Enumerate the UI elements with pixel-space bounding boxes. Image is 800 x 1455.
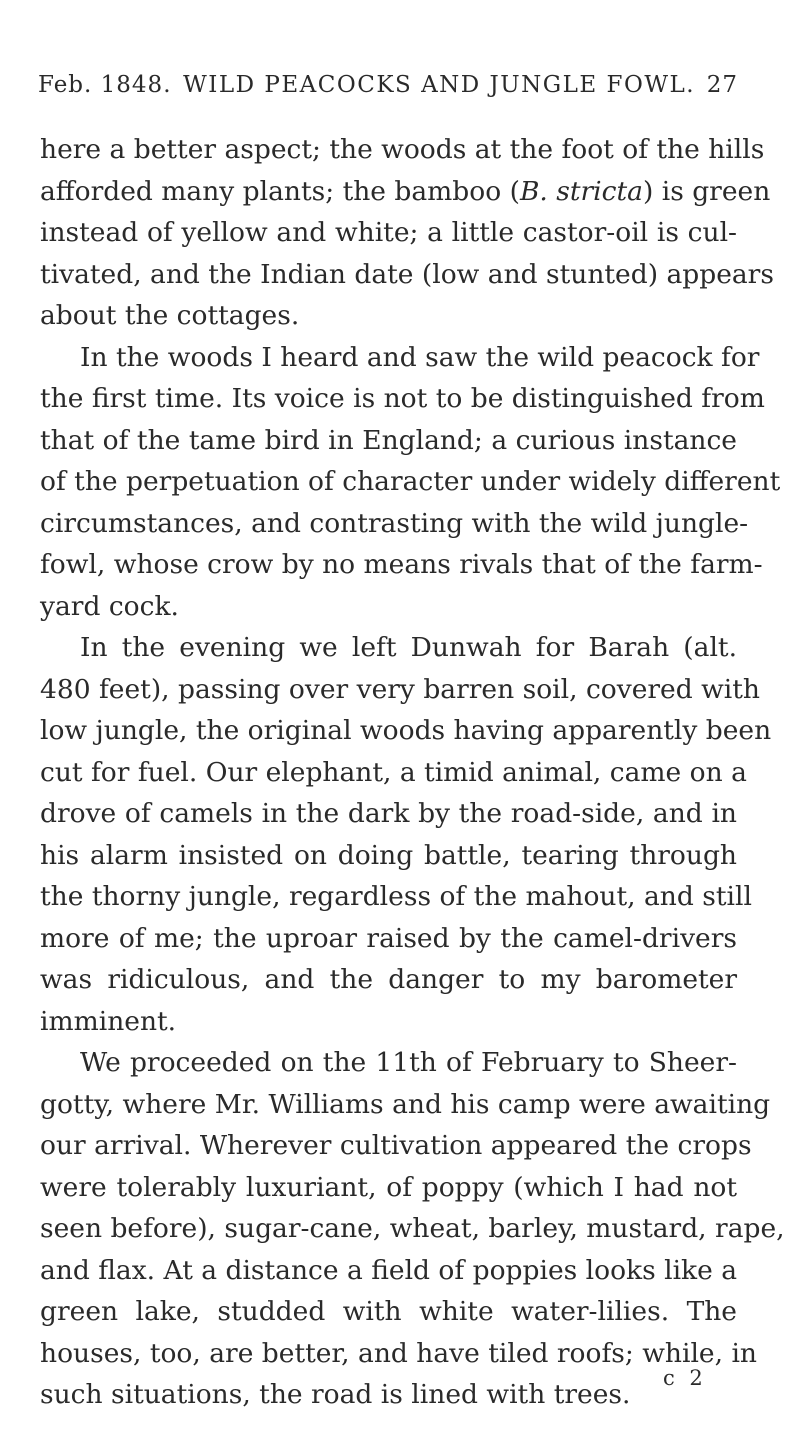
- text-line: about the cottages.: [40, 300, 300, 331]
- text-line: afforded many plants; the bamboo (B. stricta) is green: [40, 175, 771, 207]
- text-line: was ridiculous, and the danger to my barometer: [40, 964, 737, 995]
- text-line: green lake, studded with white water-lilies. The: [40, 1296, 737, 1327]
- text-line: imminent.: [40, 1005, 177, 1037]
- text-line: that of the tame bird in England; a curious instance: [40, 424, 737, 456]
- text-line: tivated, and the Indian date (low and stunted) appears: [40, 258, 774, 290]
- text-line: houses, too, are better, and have tiled roofs; while, in: [40, 1337, 758, 1369]
- text-line: were tolerably luxuriant, of poppy (which I had not: [40, 1171, 737, 1203]
- text-line: yard cock.: [40, 590, 179, 622]
- text-line: cut for fuel. Our elephant, a timid animal, came on a: [40, 756, 747, 788]
- text-line: instead of yellow and white; a little castor-oil is cul-: [40, 217, 737, 248]
- text-line: his alarm insisted on doing battle, tearing through: [40, 839, 737, 871]
- text-line: In the woods I heard and saw the wild peacock for: [80, 341, 760, 373]
- text-line: low jungle, the original woods having apparently been: [40, 715, 772, 746]
- text-line: more of me; the uproar raised by the camel-drivers: [40, 922, 737, 954]
- text-line: We proceeded on the 11th of February to Sheer-: [80, 1047, 737, 1078]
- header-title: WILD PEACOCKS AND JUNGLE FOWL.: [183, 72, 696, 98]
- text-line: and flax. At a distance a field of poppies looks like a: [40, 1254, 738, 1286]
- text-line: 480 feet), passing over very barren soil, covered with: [40, 673, 761, 705]
- text-line: the thorny jungle, regardless of the mahout, and still: [40, 881, 752, 912]
- signature-mark: c 2: [663, 1366, 707, 1390]
- species-name: B. stricta: [519, 175, 643, 207]
- header-date: Feb. 1848.: [38, 72, 172, 98]
- text-line: here a better aspect; the woods at the foot of the hills: [40, 134, 765, 165]
- text-line: fowl, whose crow by no means rivals that of the farm-: [40, 549, 763, 580]
- body-text: [40, 129, 785, 1416]
- text-line: circumstances, and contrasting with the wild jungle-: [40, 507, 749, 539]
- text-line: the first time. Its voice is not to be distinguished from: [40, 383, 765, 414]
- text-line: such situations, the road is lined with trees.: [40, 1379, 631, 1410]
- text-line: drove of camels in the dark by the road-side, and in: [40, 798, 737, 829]
- text-line: In the evening we left Dunwah for Barah (alt.: [80, 632, 737, 663]
- page-number: 27: [706, 72, 738, 98]
- text-line: seen before), sugar-cane, wheat, barley, mustard, rape,: [40, 1213, 785, 1244]
- running-header: [38, 72, 738, 106]
- text-line: our arrival. Wherever cultivation appeared the crops: [40, 1130, 752, 1161]
- text-line: gotty, where Mr. Williams and his camp were awaiting: [40, 1088, 771, 1120]
- text-line: of the perpetuation of character under widely different: [40, 466, 781, 497]
